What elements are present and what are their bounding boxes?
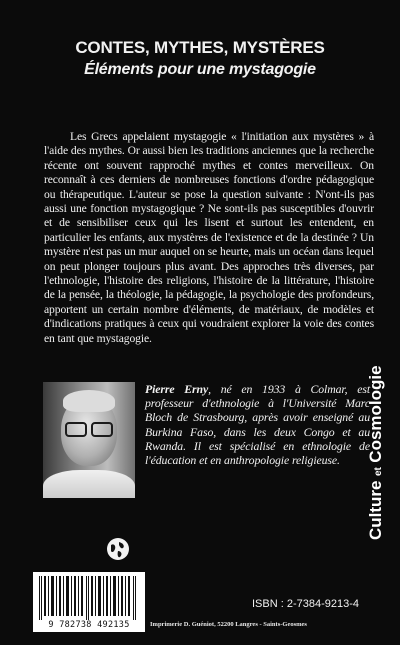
barcode-bars: [37, 576, 141, 620]
series-word-2: et: [373, 467, 384, 477]
isbn: ISBN : 2-7384-9213-4: [252, 598, 360, 610]
globe-icon: [106, 537, 130, 561]
author-bio-text: , né en 1933 à Colmar, est professeur d'ethnologie à l'Université Marc Bloch de Strasbourg, après avoir enseigné au Burkina Faso, dans les deux Congo et au Rwanda. Il est spécialisé en ethnologie de l'éducation et en anthropologie religieuse.: [145, 382, 370, 468]
author-portrait: [43, 382, 135, 498]
series-word-1: Culture: [366, 480, 385, 540]
summary-text: Les Grecs appelaient mystagogie « l'initiation aux mystères » à l'aide des mythes. Or aussi bien les traditions anciennes que la recherche récente ont souvent rapproché mythes et contes merveilleux. On reconnaît à ces derniers de nombreuses fonctions d'ordre pédagogique ou thérapeutique. L'auteur se pose la question suivante : N'ont-ils pas aussi une fonction mystagogique ? Ne sont-ils pas susceptibles d'ouvrir et de sensibiliser ceux qui les lisent et surtout les entendent, en particulier les enfants, aux mystères de l'existence et de la destinée ? Un mystère n'est pas un mur auquel on se heurte, mais un océan dans lequel on peut plonger toujours plus avant. Des approches très diverses, par l'ethnologie, l'histoire des religions, l'histoire de la littérature, l'histoire de la pensée, la théologie, la pédagogie, la psychologie des profondeurs, apportent un certain nombre d'éléments, de matériaux, de modèles et d'indications pratiques à ceux qui voudraient explorer la voie des contes en tant que mystagogie.: [44, 130, 374, 345]
barcode-digits: 9 782738 492135: [48, 620, 130, 630]
author-bio: [145, 382, 370, 467]
printer-credit: Imprimerie D. Guéniot, 52200 Langres - Saints-Geosmes: [150, 621, 307, 628]
barcode: [33, 572, 145, 632]
book-title: CONTES, MYTHES, MYSTÈRES: [75, 38, 325, 57]
series-word-3: Cosmologie: [366, 365, 385, 463]
book-subtitle: Éléments pour une mystagogie: [84, 61, 316, 78]
author-name: Pierre Erny: [145, 382, 209, 396]
